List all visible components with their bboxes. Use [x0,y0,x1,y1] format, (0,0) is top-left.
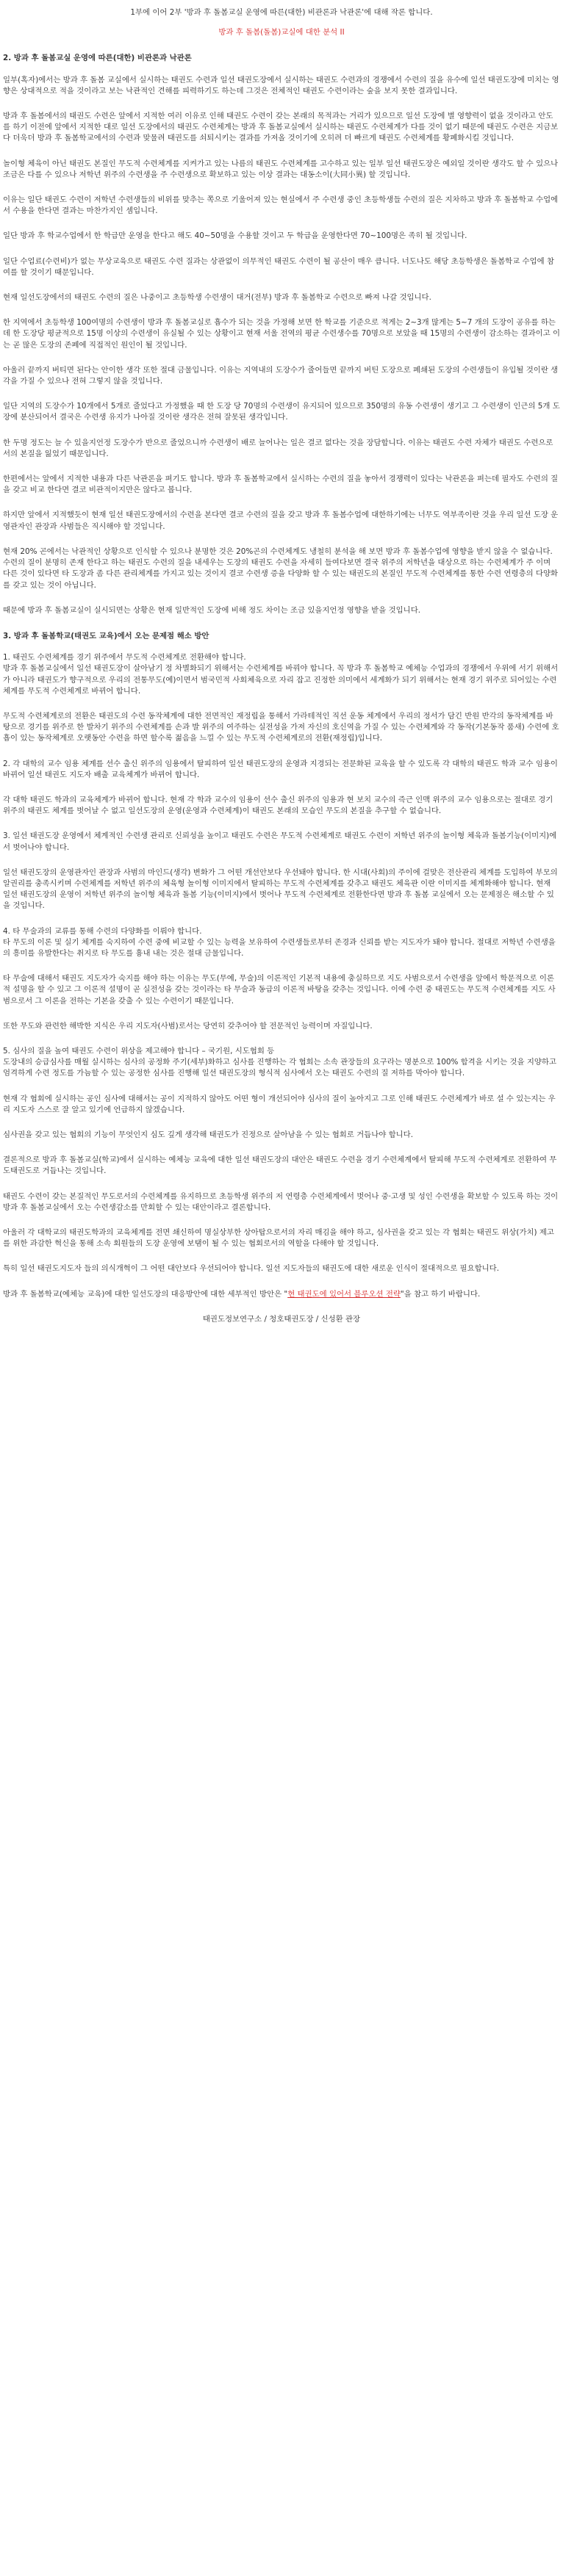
closing-suffix: "을 참고 하기 바랍니다. [400,1289,481,1299]
paragraph: 각 대학 태권도 학과의 교육체계가 바뀌어 합니다. 현재 각 학과 교수의 임용이 선수 출신 위주의 임용과 현 보치 교수의 즉근 인맥 위주의 교수 임용으로는 절대로 경기 위주의 태권도 체계를 벗어날 수 없고 일선도장의 운영(운영과 수련체계)이 태권도 본래의 모습인 무도의 본질을 추구할 수 없습니다. [3,795,553,816]
closing-prefix: 방과 후 돌봄학교(예체능 교육)에 대한 일선도장의 대응방안에 대한 세부적인 방안은 " [3,1289,288,1299]
paragraph: 놀이형 체육이 아닌 태권도 본질인 무도적 수련체계를 지켜가고 있는 나름의 태권도 수련체계를 고수하고 있는 일부 일선 태권도장은 예외일 것이란 생각도 할 수 있으나 조금은 다를 수 있으나 저학년 위주의 수련생을 주 수련생으로 확보하고 있는 이상 결과는 대동소이(大同小異) 할 것입니다. [3,159,559,179]
paragraph: 때문에 방과 후 돌봄교실이 실시되면는 상황은 현재 일반적인 도장에 비해 정도 차이는 조금 있을지언정 영향을 받을 것입니다. [3,605,421,615]
section-2-heading: 2. 방과 후 돌봄교실 운영에 따른(대한) 비관론과 낙관론 [3,54,192,63]
paragraph: 한 지역에서 초등학생 100여명의 수련생이 방과 후 돌봄교실로 흡수가 되는 것을 가정해 보면 한 학교를 기준으로 적게는 2~3개 많게는 5~7 개의 도장이 공유를 하는데 한 도장당 평균적으로 15명 이상의 수련생이 유실될 수 있는 상황이고 현재 서울 전역의 평균 수련생수를 70명으로 보았을 때 15명의 수련생이 감소하는 결과이고 이는 곧 많은 도장의 존폐에 직접적인 원인이 될 것입니다. [3,318,561,350]
paragraph: 심사권을 갖고 있는 협회의 기능이 무엇인지 심도 깊게 생각해 태권도가 진정으로 살아남을 수 있는 협회로 거듭나야 합니다. [3,1130,414,1139]
paragraph: 3. 일선 태권도장 운영에서 체계적인 수련생 관리로 신뢰성을 높이고 태권도 수련은 무도적 수련체계로 태권도 수련이 저학년 위주의 놀이형 체육과 돌봄기능(이미지)에서 벗어나야 합니다. [3,831,557,852]
paragraph: 방과 후 돌봄에서의 태권도 수련은 앞에서 지적한 여러 이유로 인해 태권도 수련이 갖는 본래의 목적과는 거리가 있으므로 일선 도장에 별 영향력이 없을 것이라고 안도를 하기 이전에 앞에서 지적한 대로 일선 도장에서의 태권도 수련체계는 방과 후 돌봄교실에서 실시하는 태권도 수련체계가 다를 것이 없기 때문에 태권도 수련은 지금보다 더욱더 방과 후 돌봄학교에서의 수련과 맞물려 태권도를 쇠퇴시키는 결과를 가져올 것이기에 오히려 더 빠르게 태권도 수련체계를 황폐화시킬 것입니다. [3,112,559,143]
paragraph: 5. 심사의 질을 높여 태권도 수련이 위상을 제고해야 합니다 – 국기원, 시도협회 등 도장내의 승급심사를 매월 실시하는 심사의 공정화 주기(세부)화하고 심사를 진행하는 각 협회는 소속 관장들의 요구라는 명분으로 100% 합격을 시키는 것을 지양하고 엄격하게 수련 정도를 가늠할 수 있는 공정한 심사를 진행해 일선 태권도장의 형식적 심사에서 오는 태권도 수련의 질 저하를 막아야 합니다. [3,1046,556,1078]
article-subtitle: 방과 후 돌봄(돌봄)교실에 대한 분석 II [218,28,345,37]
signature: 태권도정보연구소 / 청호태권도장 / 신성환 관장 [202,1314,361,1324]
paragraph: 일선 태권도장의 운영관자인 관장과 사범의 마인드(생각) 변화가 그 어떤 개선안보다 우선돼야 합니다. 한 시대(사회)의 주이에 걸맞은 전산관리 체계를 도입하여 부모의 알권리를 충족시키며 수련체계를 저학년 위주의 체육형 놀이형 이미지에서 탈피하는 무도적 수련체계를 갖추고 태권도 체육관 이란 이미지를 체계화해야 합니다. 현재 일선 태권도장의 운영이 저학년 위주의 놀이형 체육과 돌봄 기능(이미지)에서 벗어나 무도적 수련체계로 전환한다면 방과 후 돌봄 교실에서 오는 문제점은 해소할 수 있을 것입니다. [3,867,558,911]
paragraph: 4. 타 무술과의 교류를 통해 수련의 다양화를 이뤄야 합니다. 타 무도의 이론 및 실기 체계를 숙지하여 수련 중에 비교할 수 있는 능력을 보유하여 수련생들로부터 존경과 신뢰를 받는 지도자가 돼야 합니다. 절대로 저학년 수련생을의 흥미를 유발한다는 취지로 타 무도를 흉내 내는 것은 절대 금물입니다. [3,926,556,958]
paragraph: 한편에서는 앞에서 지적한 내용과 다른 낙관론을 펴기도 합니다. 방과 후 돌봄학교에서 실시하는 수련의 질을 놓아서 경쟁력이 있다는 낙관론을 펴는데 필자도 수련의 질을 갖고 비교 한다면 결코 비관적이지만은 않다고 봅니다. [3,475,559,495]
section-2-body [3,75,560,616]
paragraph: 현재 일선도장에서의 태권도 수련의 질은 나중이고 초등학생 수련생이 대거(전부) 방과 후 돌봄학교 수련으로 빠져 나갈 것입니다. [3,293,431,303]
intro-text: 1부에 이어 2부 '방과 후 돌봄교실 운영에 따른(대한) 비관론과 낙관론'에 대해 작론 합니다. [130,8,433,17]
section-3-body [3,652,560,1275]
paragraph: 또한 무도와 관련한 해박한 지식은 우리 지도자(사범)로서는 당연히 갖추어야 할 전문적인 능력이며 자질입니다. [3,1021,373,1031]
paragraph: 1. 태권도 수련체계를 경기 위주에서 무도적 수련체계로 전환해야 합니다. 방과 후 돌봄교실에서 일선 태권도장이 살아남기 정 차별화되기 위해서는 수련체계를 바꿔야 합니다. 꼭 방과 후 돌봄학교 예체능 수업과의 경쟁에서 우위에 서기 위해서가 아니라 태권도가 향구적으로 우리의 전통무도(예)이면서 범국민적 사회체육으로 자리 잡고 진정한 의미에서 세계화가 되기 위해서는 현재 경기 위주로 되어있는 수련체계를 무도적 수련체계로 바뀌어 합니다. [3,653,559,696]
paragraph: 특히 일선 태권도지도자 들의 의식개혁이 그 어떤 대안보다 우선되어야 합니다. 일선 지도자들의 태권도에 대한 새로운 인식이 절대적으로 필요합니다. [3,1264,500,1274]
paragraph: 2. 각 대학의 교수 임용 체계를 선수 출신 위주의 임용에서 탈피하여 일선 태권도장의 운영과 지경되는 전문화된 교육을 할 수 있도록 각 대학의 태권도 학과 교수 임용이 바뀌어 일선 태권도 지도자 배출 교육체계가 바뀌어 합니다. [3,759,558,779]
section-3-heading: 3. 방과 후 돌봄학교(태권도 교육)에서 오는 문제점 해소 방안 [3,631,209,641]
closing-highlight: 현 태권도에 있어서 블루오션 전략 [287,1289,401,1299]
paragraph: 일단 방과 후 학교수업에서 한 학급만 운영을 한다고 해도 40~50명을 수용할 것이고 두 학급을 운영한다면 70~100명은 족히 될 것입니다. [3,231,467,241]
paragraph: 일단 지역의 도장수가 10개에서 5개로 줄었다고 가정했을 때 한 도장 당 70명의 수련생이 유지되어 있으므로 350명의 유동 수련생이 생기고 그 수련생이 인근의 5개 도장에 분산되어서 결국은 수련생 유지가 나아질 것이란 생각은 전혀 잘못된 생각입니다. [3,402,560,422]
paragraph: 일부(혹자)에서는 방과 후 돌봄 교실에서 실시하는 태권도 수련과 일선 태권도장에서 실시하는 태권도 수련과의 경쟁에서 수련의 질을 유수에 일선 태권도장에 미치는 영향은 상대적으로 적을 것이라고 보는 낙관적인 견해를 피력하기도 하는데 그것은 전체적인 태권도 수련이라는 숲을 보지 못한 결과입니다. [3,75,559,95]
paragraph: 하지만 앞에서 지적했듯이 현재 일선 태권도장에서의 수련을 본다면 결코 수련의 질을 갖고 방과 후 돌봄수업에 대한하기에는 너무도 역부족이란 것을 우리 일선 도장 운영관자인 관장과 사범들은 직시해야 할 것입니다. [3,510,559,531]
paragraph: 현재 20% 곤에서는 낙관적인 상황으로 인식할 수 있으나 분명한 것은 20%곤의 수련체계도 냉철히 분석을 해 보면 방과 후 돌봄수업에 영향을 받지 않을 수 없습니다. 수련의 질이 분명히 존재 한다고 하는 태권도 수련의 질을 내세우는 도장의 태권도 수련을 자세히 들여다보면 결국 위주의 저학년을 대상으로 하는 수련체계가 주 이며 다른 것이 있다면 타 도장과 좀 다른 관리체계를 가지고 있는 것이지 결코 수련생 증을 다양화 할 수 있는 태권도의 본질인 무도적 수련체계를 통한 수련 연령층의 다양화를 갖고 있는 것이 아닙니다. [3,546,559,590]
paragraph: 타 무술에 대해서 태권도 지도자가 숙지를 해야 하는 이유는 무도(무예, 무술)의 이론적인 기본적 내용에 충실하므로 지도 사범으로서 수련생을 앞에서 학문적으로 이론적 설명을 할 수 있고 그 이론적 설명이 곧 실전성을 갖는 것이라는 타 무술과 동급의 이론적 바탕을 갖추는 것입니다. 이에 수련 중 태권도는 무도적 수련체계를 지도 사범으로서 그 이론을 전하는 기본을 갖출 수 있는 수련이기 때문입니다. [3,974,556,1006]
paragraph: 무도적 수련체계로의 전환은 태권도의 수련 동작체계에 대한 전면적인 재정립을 통해서 가라테적인 직선 운동 체계에서 우리의 정서가 담긴 반원 반각의 동작체계를 바탕으로 경기를 위주로 한 발차기 위주의 수련체계를 손과 발 위주의 여주하는 실전성을 가져 자신의 호신역을 가질 수 있는 수련체계와 각 동작(기본동작 품새) 수련에 호흡이 있는 동작체계로 오랫동안 수련을 하면 할수록 젊음을 느낄 수 있는 무도적 수련체계로의 전환(재정립)입니다. [3,711,559,743]
paragraph: 일단 수업료(수련비)가 없는 무상교육으로 태권도 수련 질과는 상관없이 의무적인 태권도 수련이 될 공산이 매우 큽니다. 너도나도 해당 초등학생은 돌봄학교 수업에 참여를 할 것이기 때문입니다. [3,256,554,277]
closing-paragraph [3,1289,560,1300]
paragraph: 태권도 수련이 갖는 본질적인 무도로서의 수련체계를 유지하므로 초등학생 위주의 저 연령층 수련체계에서 벗어나 중·고생 및 성인 수련생을 확보할 수 있도록 하는 것이 방과 후 돌봄교실에서 오는 수련생감소를 만회할 수 있는 대안이라고 결론합니다. [3,1191,559,1212]
paragraph: 아울러 끝까지 버티면 된다는 안이한 생각 또한 절대 금물입니다. 이유는 지역내의 도장수가 줄어들면 끝까지 버틴 도장으로 폐쇄된 도장의 수련생들이 유입될 것이란 생각을 가질 수 있으나 전혀 그렇지 않을 것입니다. [3,365,559,386]
paragraph: 결론적으로 방과 후 돌봄교실(학교)에서 실시하는 예체능 교육에 대한 일선 태권도장의 대안은 태권도 수련을 경기 수련체계에서 탈피해 무도적 수련체계로 전환하여 무도태권도로 거듭나는 것입니다. [3,1155,557,1176]
paragraph: 이유는 일단 태권도 수련이 저학년 수련생들의 비위를 맞추는 쪽으로 기울어져 있는 현실에서 주 수련생 중인 초등학생들 수련의 질은 지차하고 방과 후 돌봄학교 수업에서 수용을 한다면 결과는 마찬가지인 셈입니다. [3,195,559,216]
paragraph: 한 두명 정도는 늘 수 있을지언정 도장수가 반으로 줄었으니까 수련생이 배로 늘어나는 일은 결코 없다는 것을 장담합니다. 이유는 태권도 수련 자체가 태권도 수련으로서의 본질을 잃었기 때문입니다. [3,438,553,458]
paragraph: 현재 각 협회에 실시하는 공인 심사에 대해서는 공이 지적하지 않아도 어떤 형이 개선되어야 심사의 질이 높아지고 그로 인해 태권도 수련체계가 바로 설 수 있는지는 우리 지도자 스스로 잘 알고 있기에 언급하지 않겠습니다. [3,1094,556,1114]
paragraph: 아울러 각 대학교의 태권도학과의 교육체계를 전면 쇄신하여 명실상부한 상아탑으로서의 자리 매김을 해야 하고, 심사권을 갖고 있는 각 협회는 태권도 위상(가치) 제고를 위한 과감한 혁신을 통해 소속 회원들의 도장 운영에 보탬이 될 수 있는 협회로서의 역할을 다해야 할 것입니다. [3,1228,554,1249]
